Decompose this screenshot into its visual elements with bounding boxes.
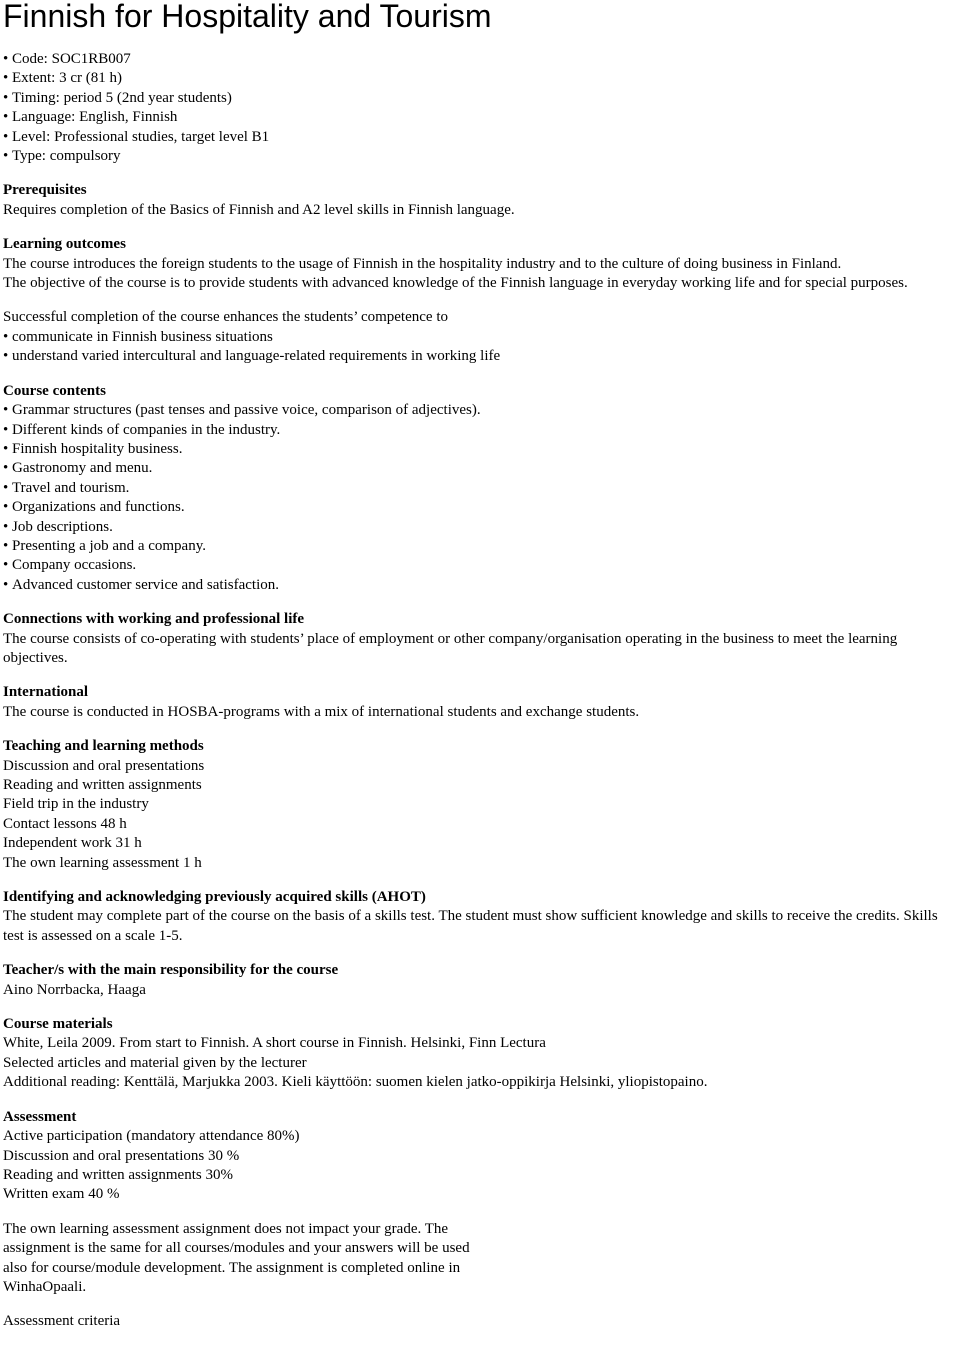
teaching-heading: Teaching and learning methods: [3, 738, 204, 755]
criteria-heading: Assessment criteria: [3, 1313, 121, 1330]
assessment-item: Active participation (mandatory attendance 80%): [3, 1128, 300, 1145]
info-code: • Code: SOC1RB007: [3, 50, 957, 69]
prerequisites-heading: Prerequisites: [3, 182, 87, 199]
assessment-note-line: The own learning assessment assignment does not impact your grade. The: [3, 1220, 449, 1237]
contents-item: • Job descriptions.: [3, 518, 957, 537]
teaching-method: Independent work 31 h: [3, 835, 142, 852]
teaching-section: [3, 737, 957, 873]
contents-item: • Different kinds of companies in the industry.: [3, 421, 957, 440]
info-timing: • Timing: period 5 (2nd year students): [3, 89, 957, 108]
contents-item: • Presenting a job and a company.: [3, 537, 957, 556]
international-heading: International: [3, 684, 89, 701]
international-text: The course is conducted in HOSBA-programs with a mix of international students and exchange students.: [3, 703, 640, 720]
competence-item: • communicate in Finnish business situations: [3, 328, 957, 347]
connections-heading: Connections with working and professional life: [3, 611, 305, 628]
page-title: Finnish for Hospitality and Tourism: [3, 0, 492, 34]
learning-outcomes-paragraph: The objective of the course is to provide students with advanced knowledge of the Finnish language in everyday working life and for special purposes.: [3, 275, 908, 292]
info-type: • Type: compulsory: [3, 147, 957, 166]
connections-text: The course consists of co-operating with students’ place of employment or other company/organisation operating in the business to meet the learning objectives.: [3, 630, 898, 666]
contents-item: • Advanced customer service and satisfaction.: [3, 576, 957, 595]
contents-item: • Finnish hospitality business.: [3, 440, 957, 459]
teaching-method: Discussion and oral presentations: [3, 757, 205, 774]
ahot-section: [3, 888, 957, 946]
prerequisites-section: [3, 181, 957, 220]
teaching-method: Reading and written assignments: [3, 777, 202, 793]
teaching-method: Field trip in the industry: [3, 796, 149, 813]
teachers-section: [3, 961, 957, 1000]
ahot-heading: Identifying and acknowledging previously acquired skills (AHOT): [3, 889, 426, 906]
info-extent: • Extent: 3 cr (81 h): [3, 69, 957, 88]
course-info-list: [3, 50, 957, 166]
international-section: [3, 683, 957, 722]
contents-item: • Company occasions.: [3, 556, 957, 575]
assessment-item: Reading and written assignments 30%: [3, 1166, 233, 1183]
assessment-note-line: also for course/module development. The assignment is completed online in: [3, 1259, 461, 1276]
assessment-section: [3, 1108, 957, 1298]
assessment-item: Discussion and oral presentations 30 %: [3, 1147, 240, 1164]
assessment-note-line: assignment is the same for all courses/modules and your answers will be used: [3, 1240, 470, 1257]
learning-outcomes-section: [3, 235, 957, 366]
materials-heading: Course materials: [3, 1016, 113, 1033]
contents-item: • Grammar structures (past tenses and passive voice, comparison of adjectives).: [3, 401, 957, 420]
teachers-heading: Teacher/s with the main responsibility for the course: [3, 962, 339, 979]
course-contents-section: [3, 382, 957, 595]
teachers-text: Aino Norrbacka, Haaga: [3, 981, 146, 998]
criteria-section: [3, 1312, 957, 1331]
connections-section: [3, 610, 957, 668]
info-language: • Language: English, Finnish: [3, 108, 957, 127]
learning-outcomes-heading: Learning outcomes: [3, 236, 126, 253]
learning-outcomes-paragraph: The course introduces the foreign students to the usage of Finnish in the hospitality industry and to the culture of doing business in Finland.: [3, 255, 842, 272]
material-item: Additional reading: Kenttälä, Marjukka 2003. Kieli käyttöön: suomen kielen jatko-oppikirja Helsinki, yliopistopaino.: [3, 1074, 708, 1091]
competence-item: • understand varied intercultural and language-related requirements in working life: [3, 347, 957, 366]
assessment-heading: Assessment: [3, 1108, 77, 1125]
material-item: Selected articles and material given by the lecturer: [3, 1054, 307, 1071]
materials-section: [3, 1015, 957, 1093]
competence-intro: Successful completion of the course enhances the students’ competence to: [3, 309, 448, 326]
assessment-note-line: WinhaOpaali.: [3, 1278, 87, 1295]
teaching-method: Contact lessons 48 h: [3, 815, 127, 832]
prerequisites-text: Requires completion of the Basics of Finnish and A2 level skills in Finnish language.: [3, 201, 515, 218]
ahot-text: The student may complete part of the course on the basis of a skills test. The student must show sufficient knowledge and skills to receive the credits. Skills test is assessed on a scale 1-5.: [3, 908, 938, 944]
contents-item: • Travel and tourism.: [3, 479, 957, 498]
info-level: • Level: Professional studies, target level B1: [3, 128, 957, 147]
contents-item: • Organizations and functions.: [3, 498, 957, 517]
document-body: [3, 50, 957, 1332]
assessment-item: Written exam 40 %: [3, 1186, 120, 1203]
material-item: White, Leila 2009. From start to Finnish. A short course in Finnish. Helsinki, Finn Lectura: [3, 1035, 546, 1052]
contents-item: • Gastronomy and menu.: [3, 459, 957, 478]
teaching-method: The own learning assessment 1 h: [3, 854, 202, 871]
course-contents-heading: Course contents: [3, 382, 106, 399]
